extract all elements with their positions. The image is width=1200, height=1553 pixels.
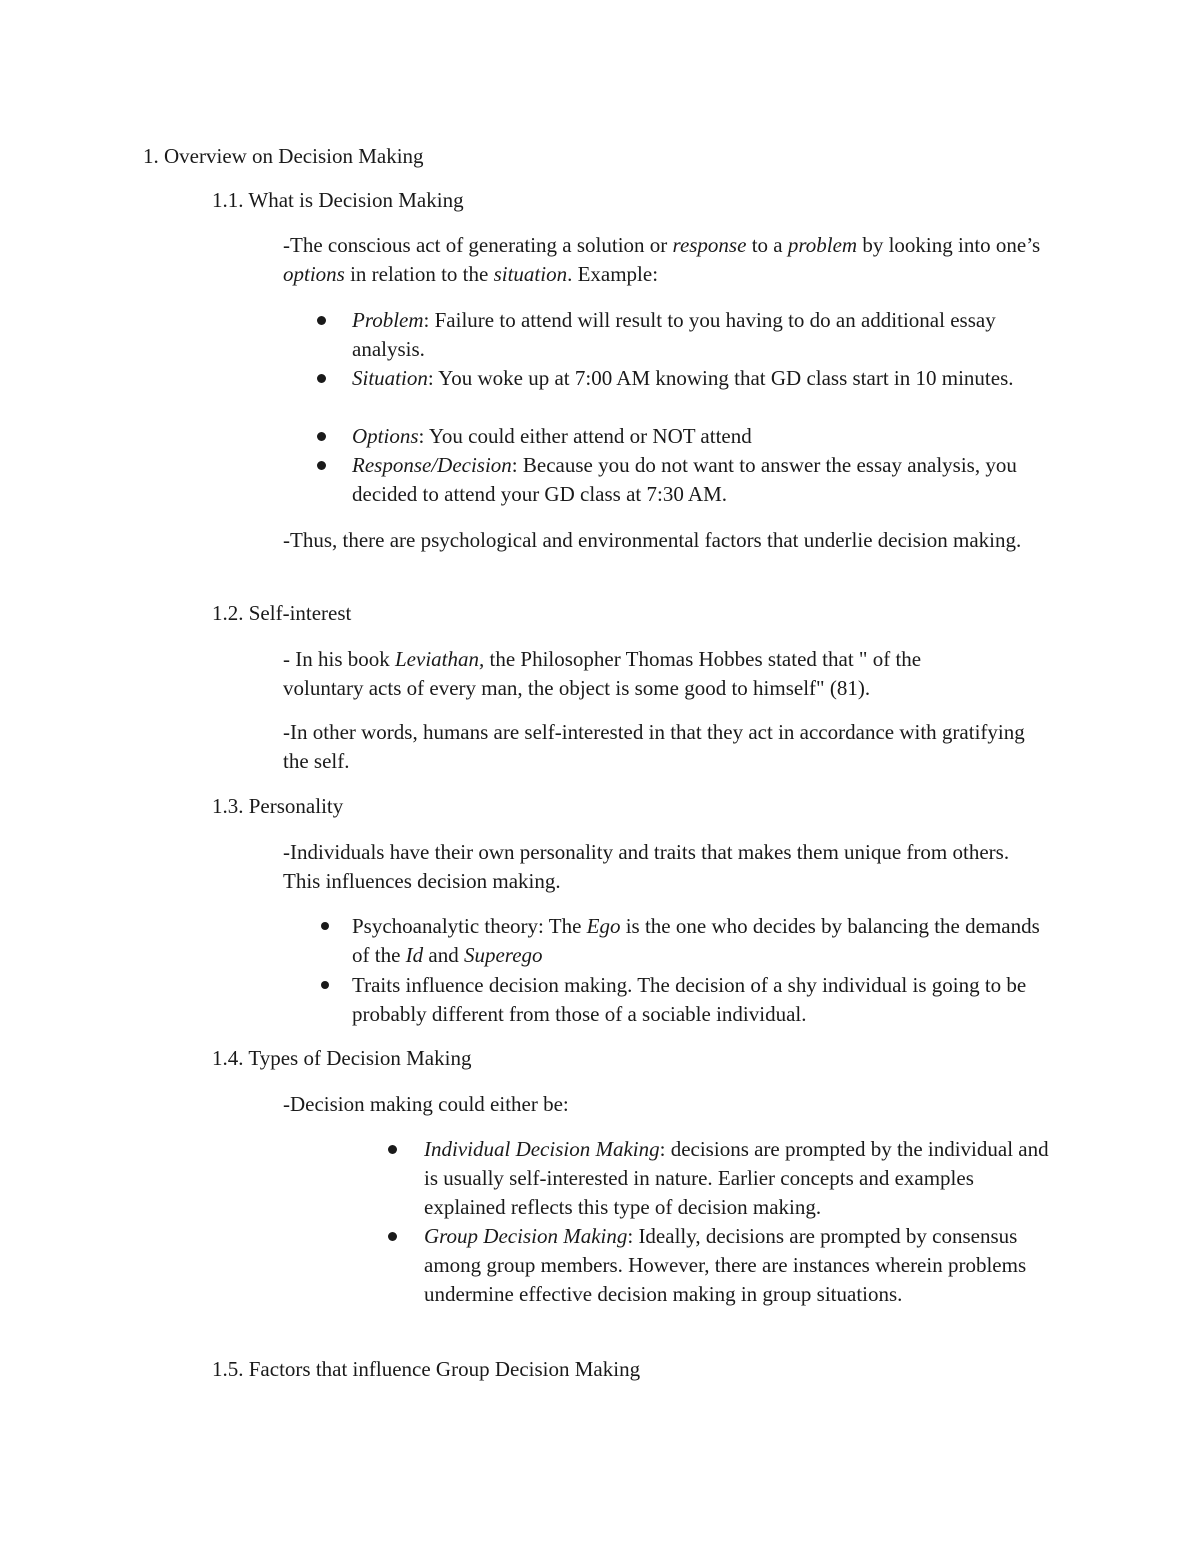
heading-text: Overview on Decision Making [164, 144, 424, 168]
bullet-icon [321, 981, 329, 989]
list-item: Group Decision Making: Ideally, decisions are prompted by consensus among group members. However, there are instances wherein problems undermine effective decision making in group situations. [424, 1224, 1027, 1306]
bullet-icon [388, 1145, 397, 1154]
types-paragraph: -Decision making could either be: [283, 1092, 569, 1116]
subheading-1-5 [212, 1355, 640, 1384]
list-item: Traits influence decision making. The decision of a shy individual is going to be probably different from those of a sociable individual. [352, 973, 1027, 1026]
subheading-1-4 [212, 1044, 471, 1073]
subheading-title: Self-interest [248, 601, 352, 625]
bullet-icon [317, 461, 326, 470]
subheading-number: 1.5. [212, 1357, 244, 1381]
list-item: Options: You could either attend or NOT attend [352, 424, 752, 448]
subheading-title: What is Decision Making [248, 188, 464, 212]
subheading-title: Personality [248, 794, 344, 818]
bullet-icon [317, 316, 326, 325]
self-interest-paragraph: -In other words, humans are self-interested in that they act in accordance with gratifying the self. [283, 720, 1025, 773]
subheading-1-3 [212, 792, 343, 821]
subheading-number: 1.3. [212, 794, 244, 818]
subheading-1-2 [212, 599, 351, 628]
heading-1 [143, 142, 424, 171]
bullet-icon [321, 922, 329, 930]
personality-paragraph: -Individuals have their own personality and traits that makes them unique from others. This influences decision making. [283, 840, 1010, 893]
hobbes-paragraph: - In his book Leviathan, the Philosopher Thomas Hobbes stated that " of the voluntary acts of every man, the object is some good to himself" (81). [283, 647, 922, 700]
bullet-icon [388, 1232, 397, 1241]
list-item: Response/Decision: Because you do not want to answer the essay analysis, you decided to attend your GD class at 7:30 AM. [352, 453, 1017, 506]
subheading-title: Types of Decision Making [248, 1046, 472, 1070]
subheading-number: 1.4. [212, 1046, 244, 1070]
definition-paragraph: -The conscious act of generating a solution or response to a problem by looking into one’s options in relation to the situation. Example: [283, 233, 1041, 286]
heading-number: 1. [143, 144, 159, 168]
subheading-title: Factors that influence Group Decision Making [248, 1357, 641, 1381]
bullet-icon [317, 432, 326, 441]
bullet-icon [317, 374, 326, 383]
subheading-number: 1.1. [212, 188, 244, 212]
list-item: Individual Decision Making: decisions are prompted by the individual and is usually self-interested in nature. Earlier concepts and examples explained reflects this type of decision making. [424, 1137, 1049, 1219]
list-item: Psychoanalytic theory: The Ego is the one who decides by balancing the demands of the Id and Superego [352, 914, 1040, 967]
subheading-1-1 [212, 186, 464, 215]
list-item: Situation: You woke up at 7:00 AM knowing that GD class start in 10 minutes. [352, 366, 1014, 390]
summary-paragraph: -Thus, there are psychological and environmental factors that underlie decision making. [283, 528, 1022, 552]
subheading-number: 1.2. [212, 601, 244, 625]
list-item: Problem: Failure to attend will result to you having to do an additional essay analysis. [352, 308, 996, 361]
